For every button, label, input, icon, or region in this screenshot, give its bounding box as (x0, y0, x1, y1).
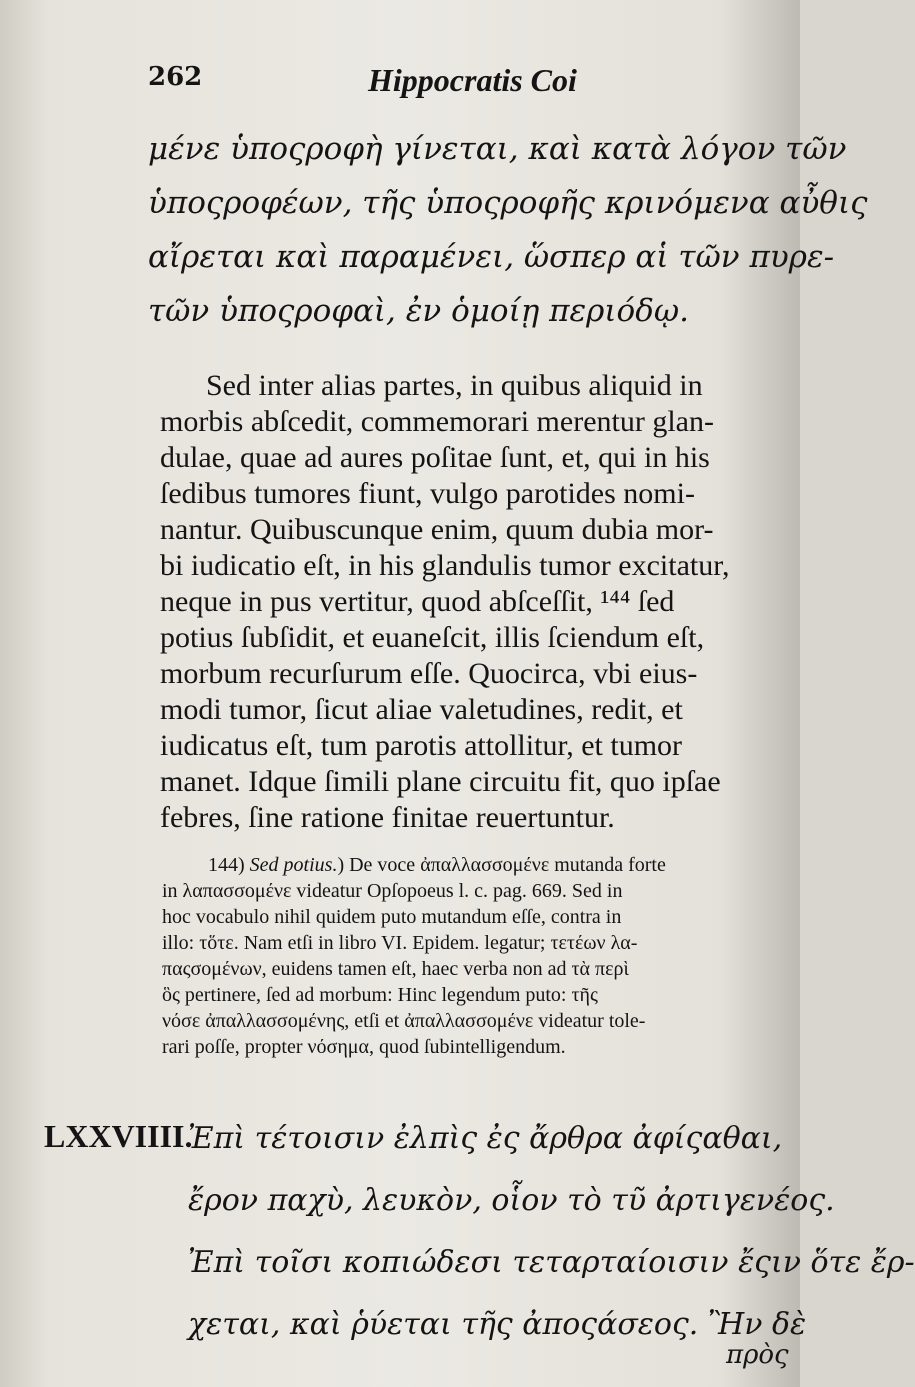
text-line: ὑποςροφέων, τῆς ὑποςροφῆς κρινόμενα αὖθις (148, 185, 868, 221)
text-line: morbum recurſurum eſſe. Quocirca, vbi eius- (160, 657, 698, 690)
text-line: Ἐπὶ τοῖσι κοπιώδεσι τεταρταίοισιν ἔςιν ὅτε ἔρ- (188, 1245, 915, 1280)
greek-aphorism-text (188, 1108, 915, 1356)
section-numeral: LXXVIIII. (44, 1118, 193, 1154)
page-header (148, 62, 768, 102)
footnote (162, 852, 782, 1060)
text-line: iudicatus eſt, tum parotis attollitur, et tumor (160, 729, 683, 762)
page-number: 262 (148, 62, 203, 92)
text-line: hoc vocabulo nihil quidem puto mutandum eſſe, contra in (162, 906, 622, 928)
text-line: νόσε ἀπαλλασσομένης, etſi et ἀπαλλασσομένε videatur tole- (162, 1010, 646, 1032)
greek-lead-text (148, 122, 868, 338)
catchword: πρὸς (726, 1340, 789, 1370)
text-line: μένε ὑποςροφὴ γίνεται, καὶ κατὰ λόγον τῶν (148, 131, 847, 167)
latin-commentary-paragraph (160, 368, 778, 836)
text-line: dulae, quae ad aures poſitae ſunt, et, qui in his (160, 441, 710, 474)
text-line: ἔρον παχὺ, λευκὸν, οἷον τὸ τῦ ἀρτιγενέος. (188, 1183, 835, 1218)
text-line: Ἐπὶ τέτοισιν ἐλπὶς ἐς ἄρθρα ἀφίςαθαι, (188, 1121, 783, 1156)
text-line: χεται, καὶ ῥύεται τῆς ἀποςάσεος. Ἢν δὲ (188, 1307, 807, 1342)
text-line: ὃς pertinere, ſed ad morbum: Hinc legendum puto: τῆς (162, 984, 598, 1006)
text-line: morbis abſcedit, commemorari merentur glan- (160, 405, 714, 438)
text-line: modi tumor, ſicut aliae valetudines, redit, et (160, 693, 683, 726)
text-line: αἴρεται καὶ παραμένει, ὥσπερ αἱ τῶν πυρε- (148, 239, 835, 275)
running-title: Hippocratis Coi (368, 62, 577, 98)
text-line: Sed inter alias partes, in quibus aliquid in (206, 369, 703, 402)
text-line: παςσομένων, euidens tamen eſt, haec verba non ad τὰ περὶ (162, 958, 629, 980)
text-line: in λαπασσομένε videatur Opſopoeus l. c. pag. 669. Sed in (162, 880, 623, 902)
text-line: ſedibus tumores fiunt, vulgo parotides nomi- (160, 477, 695, 510)
text-line: bi iudicatio eſt, in his glandulis tumor excitatur, (160, 549, 730, 582)
text-line: illo: τὅτε. Nam etſi in libro VI. Epidem. legatur; τετέων λα- (162, 932, 638, 954)
text-line: ) De voce ἀπαλλασσομένε mutanda forte (337, 854, 666, 876)
text-line: τῶν ὑποςροφαὶ, ἐν ὁμοίῃ περιόδῳ. (148, 293, 690, 329)
footnote-first-line (162, 852, 782, 878)
text-line: potius ſubſidit, et euaneſcit, illis ſciendum eſt, (160, 621, 705, 654)
text-line: manet. Idque ſimili plane circuitu fit, quo ipſae (160, 765, 721, 798)
text-line: nantur. Quibuscunque enim, quum dubia mor- (160, 513, 714, 546)
footnote-lemma: Sed potius. (249, 854, 338, 876)
text-line: rari poſſe, propter νόσημα, quod ſubintelligendum. (162, 1036, 566, 1058)
text-line: febres, ſine ratione finitae reuertuntur. (160, 801, 615, 834)
text-line: neque in pus vertitur, quod abſceſſit, ¹⁴⁴ ſed (160, 585, 675, 618)
footnote-marker: 144) (208, 854, 245, 876)
